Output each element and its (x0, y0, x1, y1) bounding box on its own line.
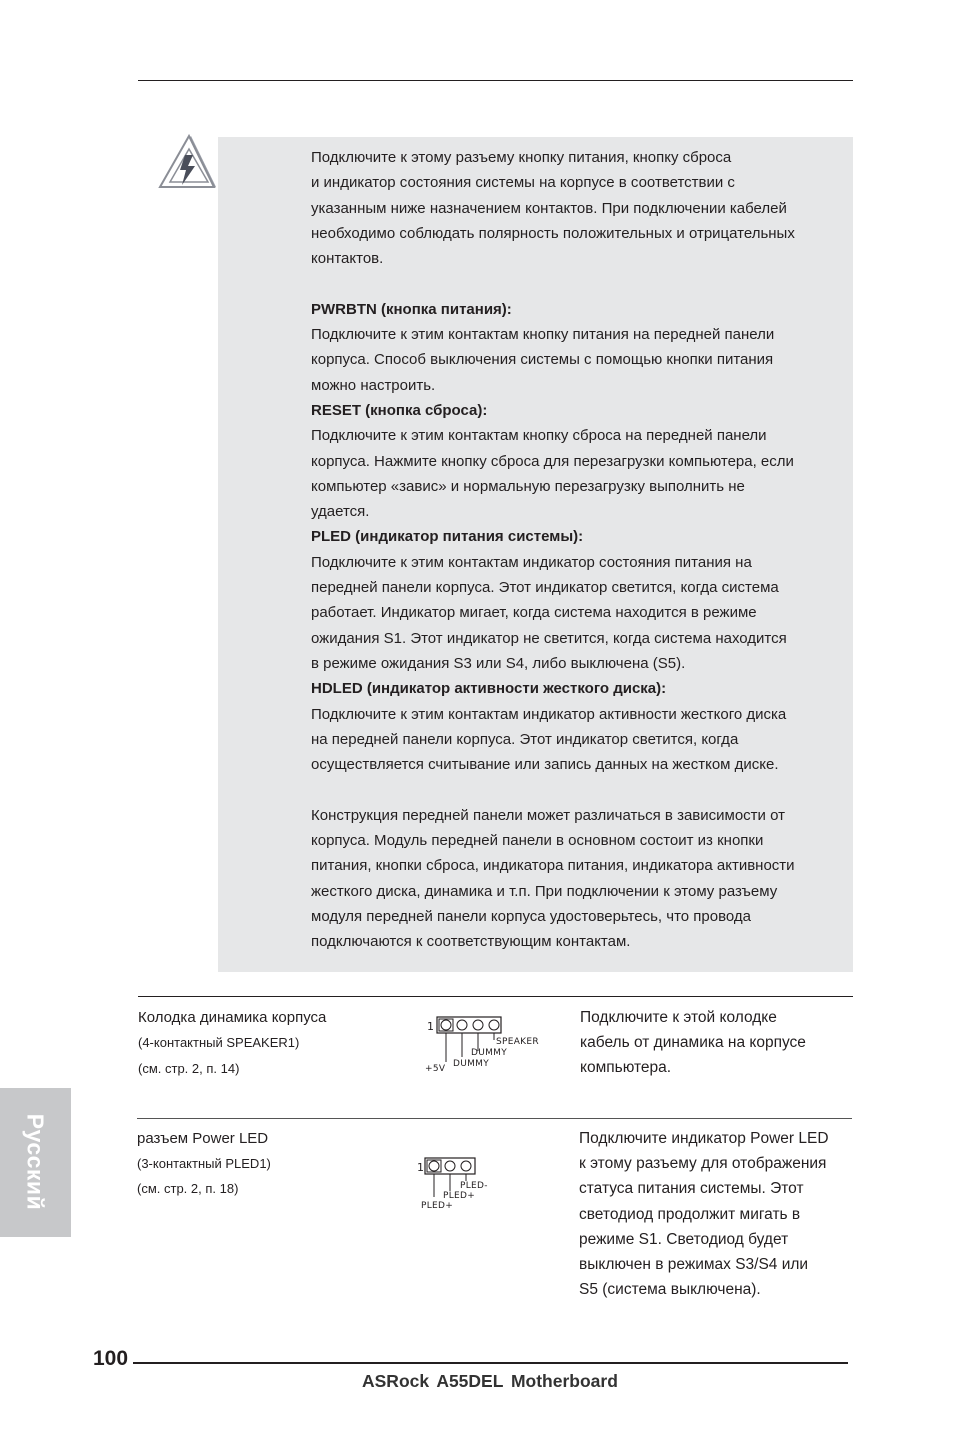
hdled-line: на передней панели корпуса. Этот индикатор светится, когда (311, 730, 739, 748)
speaker-desc-line: кабель от динамика на корпусе (580, 1034, 806, 1052)
pin1-label: 1 (427, 1020, 435, 1033)
power-led-desc-line: статуса питания системы. Этот (579, 1180, 804, 1198)
pled-line: ожидания S1. Этот индикатор не светится, когда система находится (311, 629, 787, 647)
pwrbtn-line: Подключите к этим контактам кнопку питания на передней панели (311, 326, 775, 344)
outro-line: Конструкция передней панели может различаться в зависимости от (311, 806, 785, 824)
hdled-line: Подключите к этим контактам индикатор активности жесткого диска (311, 705, 787, 723)
dummy-label-2: DUMMY (453, 1059, 490, 1069)
power-led-description (579, 1126, 829, 1302)
reset-line: компьютер «завис» и нормальную перезагрузку выполнить не (311, 477, 745, 495)
hdled-heading: HDLED (индикатор активности жесткого диска): (311, 680, 667, 698)
power-led-desc-line: режиме S1. Светодиод будет (579, 1230, 789, 1248)
intro-line: Подключите к этому разъему кнопку питания, кнопку сброса (311, 149, 732, 166)
power-led-pins: (3-контактный PLED1) (137, 1156, 271, 1171)
intro-line: необходимо соблюдать полярность положительных и отрицательных (311, 224, 795, 242)
speaker-desc-line: Подключите к этой колодке (580, 1009, 777, 1026)
speaker-label: SPEAKER (496, 1037, 539, 1047)
reset-line: удается. (311, 503, 370, 521)
outro-line: модуля передней панели корпуса удостоверьтесь, что провода (311, 907, 752, 925)
pin-1 (441, 1020, 451, 1030)
pled-heading: PLED (индикатор питания системы): (311, 528, 584, 546)
pin-1 (429, 1161, 439, 1171)
speaker-pins: (4-контактный SPEAKER1) (138, 1035, 300, 1050)
pwrbtn-heading: PWRBTN (кнопка питания): (311, 300, 512, 318)
pled-plus-label-2: PLED+ (421, 1201, 454, 1211)
power-led-title: разъем Power LED (137, 1130, 269, 1147)
power-led-ref: (см. стр. 2, п. 18) (137, 1181, 239, 1196)
warning-triangle-icon (158, 133, 222, 193)
reset-heading: RESET (кнопка сброса): (311, 401, 488, 419)
reset-line: Подключите к этим контактам кнопку сброса на передней панели (311, 427, 767, 445)
footer-title: ASRock A55DEL Motherboard (362, 1371, 618, 1391)
pled-line: в режиме ожидания S3 или S4, либо выключена (S5). (311, 654, 686, 672)
section-rule-power-led (137, 1118, 852, 1119)
power-led-desc-line: выключен в режимах S3/S4 или (579, 1256, 809, 1274)
top-rule (138, 80, 853, 81)
language-label: Русский (22, 1113, 49, 1211)
intro-line: и индикатор состояния системы на корпусе в соответствии с (311, 174, 735, 192)
speaker-description (580, 1005, 806, 1081)
language-side-tab (0, 1088, 71, 1237)
section-rule-speaker (138, 996, 853, 997)
pin1-label: 1 (417, 1161, 425, 1174)
intro-line: контактов. (311, 250, 384, 268)
dummy-label-1: DUMMY (471, 1048, 508, 1058)
outro-line: подключаются к соответствующим контактам. (311, 933, 631, 951)
power-led-desc-line: к этому разъему для отображения (579, 1155, 827, 1173)
pin-3 (461, 1161, 471, 1171)
speaker-desc-line: компьютера. (580, 1059, 672, 1077)
pin-2 (457, 1020, 467, 1030)
pled-minus-label: PLED- (460, 1181, 488, 1191)
speaker-ref: (см. стр. 2, п. 14) (138, 1061, 240, 1076)
power-led-pin-diagram (415, 1153, 505, 1213)
pwrbtn-line: корпуса. Способ выключения системы с помощью кнопки питания (311, 351, 774, 369)
outro-line: корпуса. Модуль передней панели в основном состоит из кнопки (311, 832, 764, 850)
power-led-desc-line: светодиод продолжит мигать в (579, 1205, 801, 1223)
bottom-rule (133, 1362, 848, 1364)
pin-3 (473, 1020, 483, 1030)
outro-line: жесткого диска, динамика и т.п. При подключении к этому разъему (311, 882, 778, 900)
warning-text (311, 145, 856, 955)
pled-line: Подключите к этим контактам индикатор состояния питания на (311, 553, 752, 571)
hdled-line: осуществляется считывание или запись данных на жестком диске. (311, 756, 779, 774)
reset-line: корпуса. Нажмите кнопку сброса для перезагрузки компьютера, если (311, 452, 794, 470)
pled-plus-label-1: PLED+ (443, 1191, 476, 1201)
pin-4 (489, 1020, 499, 1030)
intro-line: указанным ниже назначением контактов. При подключении кабелей (311, 199, 787, 217)
plus5v-label: +5V (425, 1064, 446, 1074)
speaker-pin-diagram (423, 1012, 553, 1074)
pled-line: работает. Индикатор мигает, когда система находится в режиме (311, 604, 757, 622)
pled-line: передней панели корпуса. Этот индикатор светится, когда система (311, 579, 779, 597)
page-number: 100 (93, 1347, 129, 1370)
speaker-title: Колодка динамика корпуса (138, 1009, 327, 1026)
pwrbtn-line: можно настроить. (311, 376, 436, 394)
pin-2 (445, 1161, 455, 1171)
outro-line: питания, кнопки сброса, индикатора питания, индикатора активности (311, 857, 795, 875)
power-led-desc-line: Подключите индикатор Power LED (579, 1130, 829, 1147)
power-led-desc-line: S5 (система выключена). (579, 1281, 761, 1299)
